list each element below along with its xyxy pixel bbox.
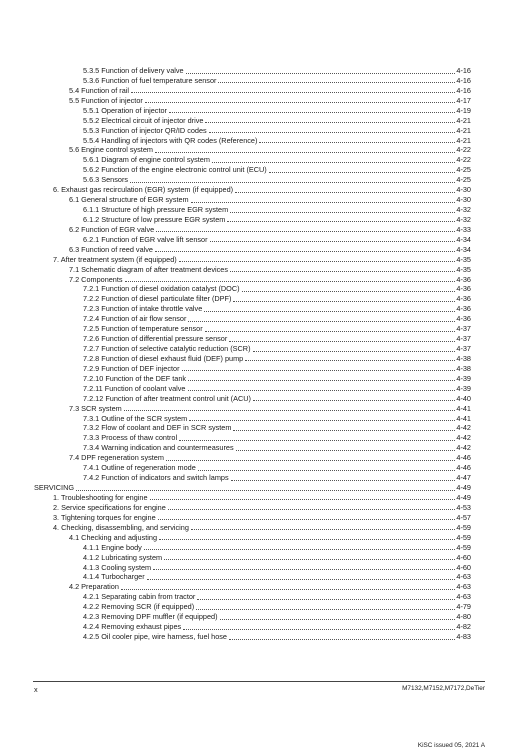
toc-entry-page: 4-36 [456,314,471,324]
toc-entry-page: 4-37 [456,324,471,334]
dot-leader [259,142,455,143]
toc-entry-page: 4-33 [456,224,471,234]
toc-entry-page: 4-36 [456,284,471,294]
toc-entry-title: 7.3.2 Flow of coolant and DEF in SCR system [83,423,232,433]
toc-entry[interactable] [83,126,471,136]
toc-entry-page: 4-32 [456,205,471,215]
dot-leader [233,430,455,431]
toc-entry[interactable] [83,76,471,86]
toc-entry-title: 7.2.9 Function of DEF injector [83,363,180,373]
dot-leader [121,589,455,590]
toc-entry[interactable] [83,235,471,245]
dot-leader [150,499,456,500]
toc-entry[interactable] [83,314,471,324]
dot-leader [233,301,455,302]
toc-entry-page: 4-83 [456,632,471,641]
dot-leader [158,519,456,520]
toc-entry-page: 4-34 [456,244,471,254]
toc-entry-title: 5.6.1 Diagram of engine control system [83,155,210,165]
toc-entry-title: 7.2.4 Function of air flow sensor [83,314,187,324]
toc-entry-title: 5.5 Function of injector [69,95,143,105]
toc-entry[interactable] [69,96,471,106]
toc-entry-title: 7.3.1 Outline of the SCR system [83,413,188,423]
toc-entry-title: 7.4 DPF regeneration system [69,453,164,463]
dot-leader [155,152,455,153]
toc-entry-page: 4-25 [456,175,471,185]
toc-entry[interactable] [83,354,471,364]
toc-entry-page: 4-42 [456,443,471,453]
toc-entry-title: 7.3.3 Process of thaw control [83,433,178,443]
toc-entry[interactable] [83,106,471,116]
toc-entry-page: 4-21 [456,135,471,145]
toc-entry[interactable] [83,284,471,294]
dot-leader [218,82,455,83]
toc-entry-title: 5.3.5 Function of delivery valve [83,66,184,75]
toc-entry-page: 4-49 [456,483,471,493]
toc-entry-page: 4-60 [456,562,471,572]
toc-entry-title: 7.2.1 Function of diesel oxidation catalyst (DOC) [83,284,240,294]
toc-entry[interactable] [83,294,471,304]
dot-leader [168,509,456,510]
toc-entry[interactable] [83,602,471,612]
toc-entry-title: 4.2.4 Removing exhaust pipes [83,622,182,632]
toc-entry[interactable] [83,433,471,443]
toc-entry[interactable] [53,493,471,503]
toc-entry-page: 4-40 [456,393,471,403]
toc-entry-page: 4-36 [456,294,471,304]
dot-leader [205,331,456,332]
toc-entry[interactable] [69,533,471,543]
toc-entry-page: 4-46 [456,463,471,473]
dot-leader [230,212,455,213]
dot-leader [245,360,455,361]
toc-entry[interactable] [53,503,471,513]
dot-leader [179,440,455,441]
toc-entry[interactable] [69,86,471,96]
toc-entry-title: 4.2.3 Removing DPF muffler (if equipped) [83,612,218,622]
toc-entry-page: 4-16 [456,75,471,85]
toc-entry-title: SERVICING [34,483,75,493]
toc-entry-page: 4-19 [456,105,471,115]
toc-entry-page: 4-59 [456,542,471,552]
toc-entry[interactable] [83,463,471,473]
toc-entry[interactable] [83,324,471,334]
toc-entry-page: 4-30 [456,195,471,205]
toc-entry[interactable] [83,414,471,424]
dot-leader [159,539,455,540]
toc-entry-title: 6.1 General structure of EGR system [69,195,189,205]
toc-entry-title: 5.6.3 Sensors [83,175,129,185]
toc-entry-page: 4-36 [456,274,471,284]
toc-entry-page: 4-63 [456,572,471,582]
toc-entry-page: 4-46 [456,453,471,463]
dot-leader [235,192,455,193]
toc-entry-page: 4-22 [456,145,471,155]
toc-entry[interactable] [83,136,471,146]
toc-entry-title: 5.5.3 Function of injector QR/ID codes [83,125,207,135]
dot-leader [179,261,456,262]
dot-leader [124,410,456,411]
toc-entry[interactable] [83,344,471,354]
model-list: M7132,M7152,M7172,DeTier [402,685,485,692]
dot-leader [182,370,456,371]
toc-entry-title: 7.2.10 Function of the DEF tank [83,373,187,383]
toc-entry-page: 4-16 [456,85,471,95]
toc-entry[interactable] [83,473,471,483]
toc-entry-title: 7.2.12 Function of after treatment control unit (ACU) [83,393,251,403]
toc-entry-title: 1. Troubleshooting for engine [53,492,148,502]
dot-leader [229,639,455,640]
toc-entry-page: 4-38 [456,363,471,373]
dot-leader [197,599,455,600]
dot-leader [144,549,456,550]
dot-leader [188,380,455,381]
toc-entry-title: 4.2.2 Removing SCR (if equipped) [83,602,195,612]
toc-entry-title: 5.4 Function of rail [69,85,130,95]
toc-entry-page: 4-47 [456,473,471,483]
toc-entry-page: 4-57 [456,512,471,522]
toc-entry-title: 6.2.1 Function of EGR valve lift sensor [83,234,208,244]
toc-entry-title: 5.5.4 Handling of injectors with QR codes (Reference) [83,135,258,145]
toc-entry[interactable] [83,165,471,175]
toc-entry-title: 4.1 Checking and adjusting [69,532,158,542]
toc-entry-title: 7.4.1 Outline of regeneration mode [83,463,196,473]
toc-entry-title: 7.2.11 Function of coolant valve [83,383,186,393]
dot-leader [156,231,455,232]
toc-entry-title: 4.1.4 Turbocharger [83,572,145,582]
toc-entry-title: 7.2.8 Function of diesel exhaust fluid (DEF) pump [83,353,244,363]
toc-entry-title: 5.3.6 Function of fuel temperature sensor [83,75,217,85]
toc-entry-title: 4.1.1 Engine body [83,542,142,552]
toc-entry[interactable] [83,553,471,563]
toc-entry-page: 4-60 [456,552,471,562]
dot-leader [76,490,455,491]
toc-entry[interactable] [53,255,471,265]
toc-entry-page: 4-59 [456,522,471,532]
dot-leader [188,321,455,322]
toc-entry-page: 4-37 [456,334,471,344]
toc-entry-title: 5.5.2 Electrical circuit of injector drive [83,115,204,125]
toc-entry-title: 6.3 Function of reed valve [69,244,153,254]
toc-entry-title: 4.2.5 Oil cooler pipe, wire harness, fuel hose [83,632,227,641]
toc-entry-page: 4-39 [456,383,471,393]
toc-entry[interactable] [83,612,471,622]
toc-entry-title: 7.2.5 Function of temperature sensor [83,324,203,334]
toc-entry-title: 7. After treatment system (if equipped) [53,254,177,264]
dot-leader [188,390,456,391]
toc-entry[interactable] [83,304,471,314]
toc-entry[interactable] [69,225,471,235]
toc-entry[interactable] [83,334,471,344]
toc-entry-page: 4-21 [456,115,471,125]
toc-entry[interactable] [83,116,471,126]
dot-leader [236,450,456,451]
toc-entry-page: 4-79 [456,602,471,612]
toc-entry-title: 4. Checking, disassembling, and servicing [53,522,189,532]
dot-leader [198,470,456,471]
toc-entry-page: 4-39 [456,373,471,383]
dot-leader [155,251,455,252]
toc-entry-title: 7.3.4 Warning indication and countermeasures [83,443,234,453]
toc-entry-title: 6. Exhaust gas recirculation (EGR) system (if equipped) [53,185,234,195]
toc-entry-page: 4-38 [456,353,471,363]
toc-entry-title: 7.1 Schematic diagram of after treatment devices [69,264,228,274]
toc-entry-page: 4-36 [456,304,471,314]
toc-entry-title: 7.2.7 Function of selective catalytic reduction (SCR) [83,344,251,354]
toc-entry[interactable] [69,265,471,275]
toc-entry-title: 5.5.1 Operation of injector [83,105,167,115]
dot-leader [229,341,455,342]
toc-entry-title: 4.1.3 Cooling system [83,562,152,572]
dot-leader [231,480,456,481]
toc-entry-page: 4-30 [456,185,471,195]
dot-leader [145,102,456,103]
dot-leader [147,579,456,580]
dot-leader [166,460,455,461]
dot-leader [204,311,455,312]
toc-entry-title: 7.3 SCR system [69,403,122,413]
dot-leader [212,162,455,163]
toc-entry-title: 4.2 Preparation [69,582,119,592]
toc-entry-page: 4-63 [456,592,471,602]
toc-entry-page: 4-49 [456,492,471,502]
toc-entry[interactable] [83,66,471,76]
toc-entry-page: 4-35 [456,264,471,274]
dot-leader [130,182,455,183]
toc-entry-title: 7.2.3 Function of intake throttle valve [83,304,203,314]
toc-entry-title: 5.6.2 Function of the engine electronic control unit (ECU) [83,165,267,175]
dot-leader [253,351,456,352]
dot-leader [205,122,455,123]
dot-leader [131,92,455,93]
toc-entry[interactable] [83,563,471,573]
toc-entry[interactable] [83,364,471,374]
toc-entry-page: 4-42 [456,423,471,433]
toc-entry[interactable] [69,275,471,285]
toc-entry[interactable] [83,423,471,433]
toc-entry-page: 4-42 [456,433,471,443]
toc-entry[interactable] [83,374,471,384]
toc-entry[interactable] [83,543,471,553]
toc-entry-page: 4-25 [456,165,471,175]
dot-leader [242,291,456,292]
page-number: x [34,685,38,694]
toc-entry-title: 7.2.2 Function of diesel particulate filter (DPF) [83,294,232,304]
toc-entry-title: 7.4.2 Function of indicators and switch lamps [83,473,229,483]
issue-note: KiSC issued 05, 2021 A [417,742,485,749]
dot-leader [164,559,455,560]
toc-entry[interactable] [69,404,471,414]
toc-entry-page: 4-22 [456,155,471,165]
toc-entry-page: 4-32 [456,214,471,224]
toc-entry-page: 4-17 [456,95,471,105]
toc-entry-page: 4-21 [456,125,471,135]
dot-leader [189,420,455,421]
toc-entry-title: 4.2.1 Separating cabin from tractor [83,592,196,602]
toc-entry-page: 4-80 [456,612,471,622]
dot-leader [269,172,456,173]
toc-entry-page: 4-59 [456,532,471,542]
toc-entry[interactable] [53,513,471,523]
dot-leader [196,609,455,610]
toc-entry-page: 4-37 [456,344,471,354]
toc-entry[interactable] [83,384,471,394]
toc-entry-title: 3. Tightening torques for engine [53,512,156,522]
dot-leader [220,619,456,620]
dot-leader [230,271,455,272]
dot-leader [153,569,455,570]
toc-entry[interactable] [83,175,471,185]
toc-entry-title: 2. Service specifications for engine [53,502,166,512]
toc-entry-page: 4-35 [456,254,471,264]
toc-entry-title: 7.2 Components [69,274,123,284]
toc-entry[interactable] [83,443,471,453]
toc-entry-page: 4-16 [456,66,471,75]
toc-entry[interactable] [83,572,471,582]
toc-entry-title: 7.2.6 Function of differential pressure sensor [83,334,228,344]
toc-entry[interactable] [53,523,471,533]
toc-entry[interactable] [83,205,471,215]
toc-entry-page: 4-41 [456,413,471,423]
dot-leader [209,132,456,133]
toc-entry-title: 6.1.1 Structure of high pressure EGR system [83,205,229,215]
toc-entry[interactable] [69,453,471,463]
toc-entry[interactable] [83,632,471,642]
toc-entry[interactable] [83,622,471,632]
dot-leader [253,400,455,401]
toc-entry-title: 4.1.2 Lubricating system [83,552,163,562]
toc-entry[interactable] [69,195,471,205]
toc-entry-page: 4-34 [456,234,471,244]
toc-entry[interactable] [69,145,471,155]
toc-entry[interactable] [83,394,471,404]
toc-entry[interactable] [69,582,471,592]
toc-entry[interactable] [83,592,471,602]
dot-leader [186,73,456,74]
toc-entry[interactable] [53,185,471,195]
dot-leader [183,629,455,630]
toc-entry-title: 6.1.2 Structure of low pressure EGR system [83,214,226,224]
dot-leader [227,221,455,222]
toc-entry[interactable] [83,155,471,165]
toc-entry[interactable] [34,483,471,493]
dot-leader [210,241,456,242]
dot-leader [169,112,455,113]
toc-entry[interactable] [69,245,471,255]
dot-leader [191,202,456,203]
toc-entry-page: 4-63 [456,582,471,592]
toc-entry-title: 5.6 Engine control system [69,145,153,155]
toc-entry-page: 4-82 [456,622,471,632]
toc-entry-page: 4-41 [456,403,471,413]
toc-entry-page: 4-53 [456,502,471,512]
footer-divider [33,681,485,682]
dot-leader [125,281,456,282]
toc-entry[interactable] [83,215,471,225]
toc-entry-title: 6.2 Function of EGR valve [69,224,155,234]
dot-leader [191,529,456,530]
